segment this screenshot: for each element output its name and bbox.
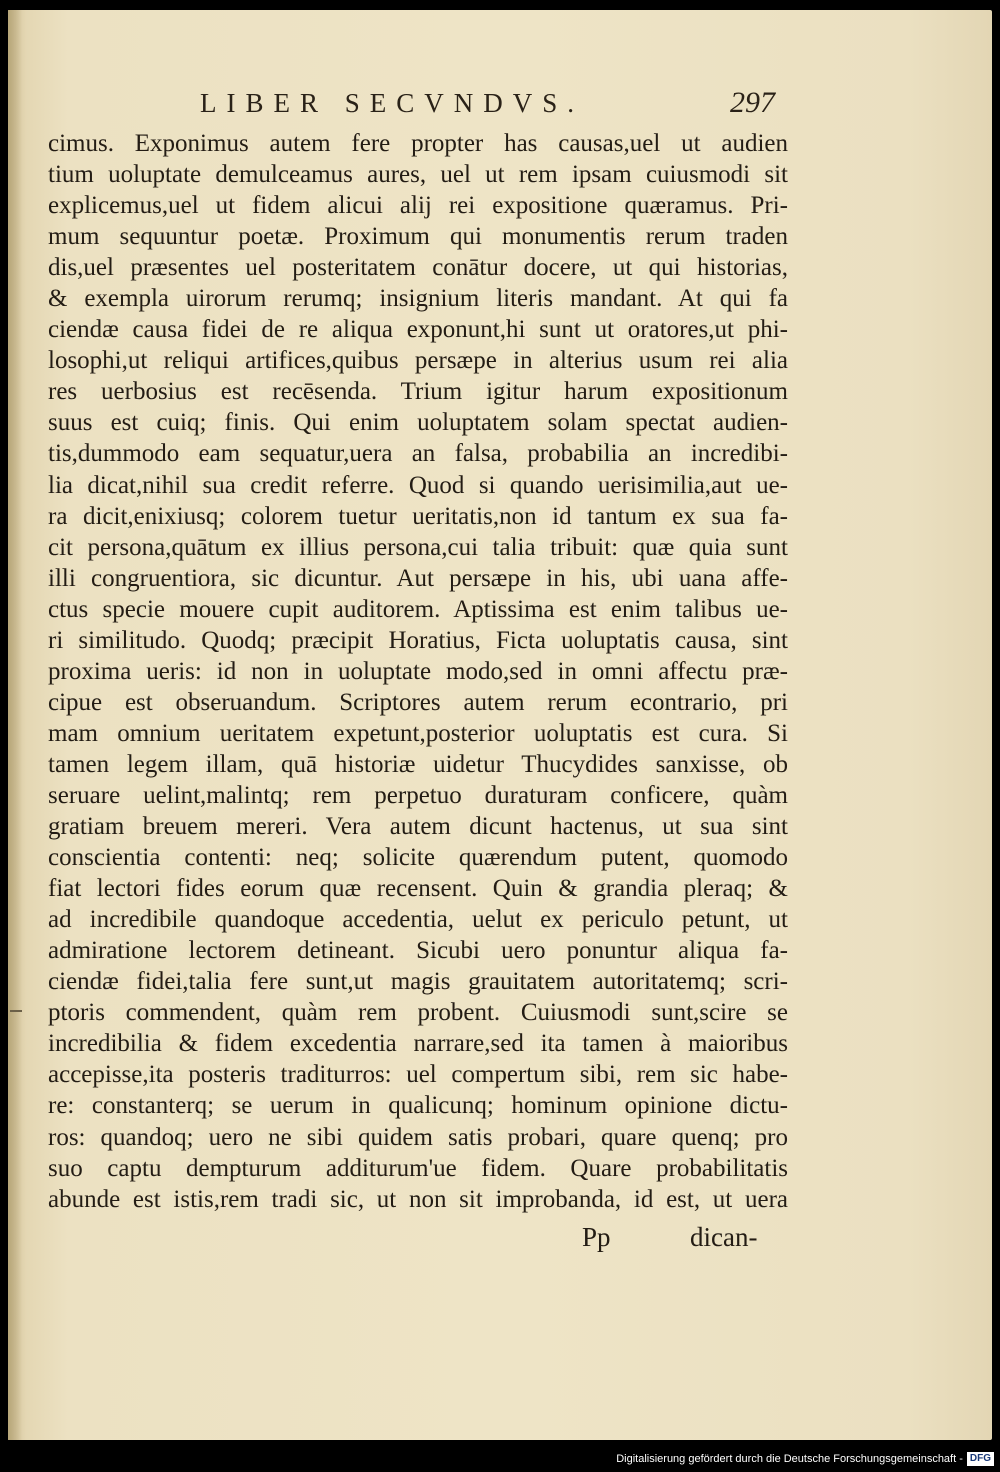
text-line: tium uoluptate demulceamus aures, uel ut rem ipsam cuiusmodi sit — [48, 161, 788, 189]
text-line: tis,dummodo eam sequatur,uera an falsa, probabilia an incredibi- — [48, 440, 788, 468]
text-line: mam omnium ueritatem expetunt,posterior uoluptatis est cura. Si — [48, 719, 788, 747]
text-line: incredibilia & fidem excedentia narrare,sed ita tamen à maioribus — [48, 1030, 788, 1058]
text-line: & exempla uirorum rerumq; insignium literis mandant. At qui fa — [48, 285, 788, 313]
text-block — [48, 128, 788, 1215]
catchword: dican- — [690, 1222, 758, 1252]
text-line: suus est cuiq; finis. Qui enim uoluptatem solam spectat audien- — [48, 409, 788, 437]
text-line: mum sequuntur poetæ. Proximum qui monumentis rerum traden — [48, 223, 788, 251]
text-line: suo captu dempturum additurum'ue fidem. Quare probabilitatis — [48, 1154, 788, 1182]
signature-line — [0, 1222, 1000, 1256]
text-line: ciendæ fidei,talia fere sunt,ut magis grauitatem autoritatemq; scri- — [48, 968, 788, 996]
credit-text: Digitalisierung gefördert durch die Deutsche Forschungsgemeinschaft - — [616, 1453, 963, 1465]
text-line: conscientia contenti: neq; solicite quærendum putent, quomodo — [48, 844, 788, 872]
page-number: 297 — [730, 86, 775, 119]
text-line: proxima ueris: id non in uoluptate modo,sed in omni affectu præ- — [48, 657, 788, 685]
signature-mark: Pp — [582, 1222, 611, 1252]
text-line: gratiam breuem mereri. Vera autem dicunt hactenus, ut sua sint — [48, 813, 788, 841]
text-line: lia dicat,nihil sua credit referre. Quod si quando uerisimilia,aut ue- — [48, 471, 788, 499]
text-line: cimus. Exponimus autem fere propter has causas,uel ut audien — [48, 130, 788, 157]
text-line: illi congruentiora, sic dicuntur. Aut persæpe in his, ubi uana affe- — [48, 564, 788, 592]
text-line: seruare uelint,malintq; rem perpetuo duraturam conficere, quàm — [48, 781, 788, 809]
text-line: re: constanterq; se uerum in qualicunq; hominum opinione dictu- — [48, 1092, 788, 1120]
dfg-logo: DFG — [967, 1452, 994, 1466]
text-line: abunde est istis,rem tradi sic, ut non sit improbanda, id est, ut uera — [48, 1185, 788, 1213]
text-line: fiat lectori fides eorum quæ recensent. Quin & grandia pleraq; & — [48, 875, 788, 903]
text-line: ptoris commendent, quàm rem probent. Cuiusmodi sunt,scire se — [48, 999, 788, 1027]
text-line: ros: quandoq; uero ne sibi quidem satis probari, quare quenq; pro — [48, 1123, 788, 1151]
text-line: dis,uel præsentes uel posteritatem conātur docere, ut qui historias, — [48, 254, 788, 282]
margin-mark — [10, 1010, 22, 1012]
text-line: ri similitudo. Quodq; præcipit Horatius, Ficta uoluptatis causa, sint — [48, 626, 788, 654]
text-line: admiratione lectorem detineant. Sicubi uero ponuntur aliqua fa- — [48, 937, 788, 965]
text-line: ctus specie mouere cupit auditorem. Aptissima est enim talibus ue- — [48, 595, 788, 623]
running-head: LIBER SECVNDVS. — [200, 88, 585, 118]
text-line: ad incredibile quandoque accedentia, uelut ex periculo petunt, ut — [48, 906, 788, 934]
text-line: ciendæ causa fidei de re aliqua exponunt,hi sunt ut oratores,ut phi- — [48, 316, 788, 344]
text-line: ra dicit,enixiusq; colorem tuetur ueritatis,non id tantum ex sua fa- — [48, 502, 788, 530]
text-line: res uerbosius est recēsenda. Trium igitur harum expositionum — [48, 378, 788, 406]
digitization-credit — [616, 1450, 994, 1468]
text-line: explicemus,uel ut fidem alicui alij rei expositione quæramus. Pri- — [48, 192, 788, 220]
text-line: losophi,ut reliqui artifices,quibus persæpe in alterius usum rei alia — [48, 347, 788, 375]
text-line: cit persona,quātum ex illius persona,cui talia tribuit: quæ quia sunt — [48, 533, 788, 561]
text-line: tamen legem illam, quā historiæ uidetur Thucydides sanxisse, ob — [48, 750, 788, 778]
text-line: cipue est obseruandum. Scriptores autem rerum econtrario, pri — [48, 688, 788, 716]
text-line: accepisse,ita posteris traditurros: uel compertum sibi, rem sic habe- — [48, 1061, 788, 1089]
